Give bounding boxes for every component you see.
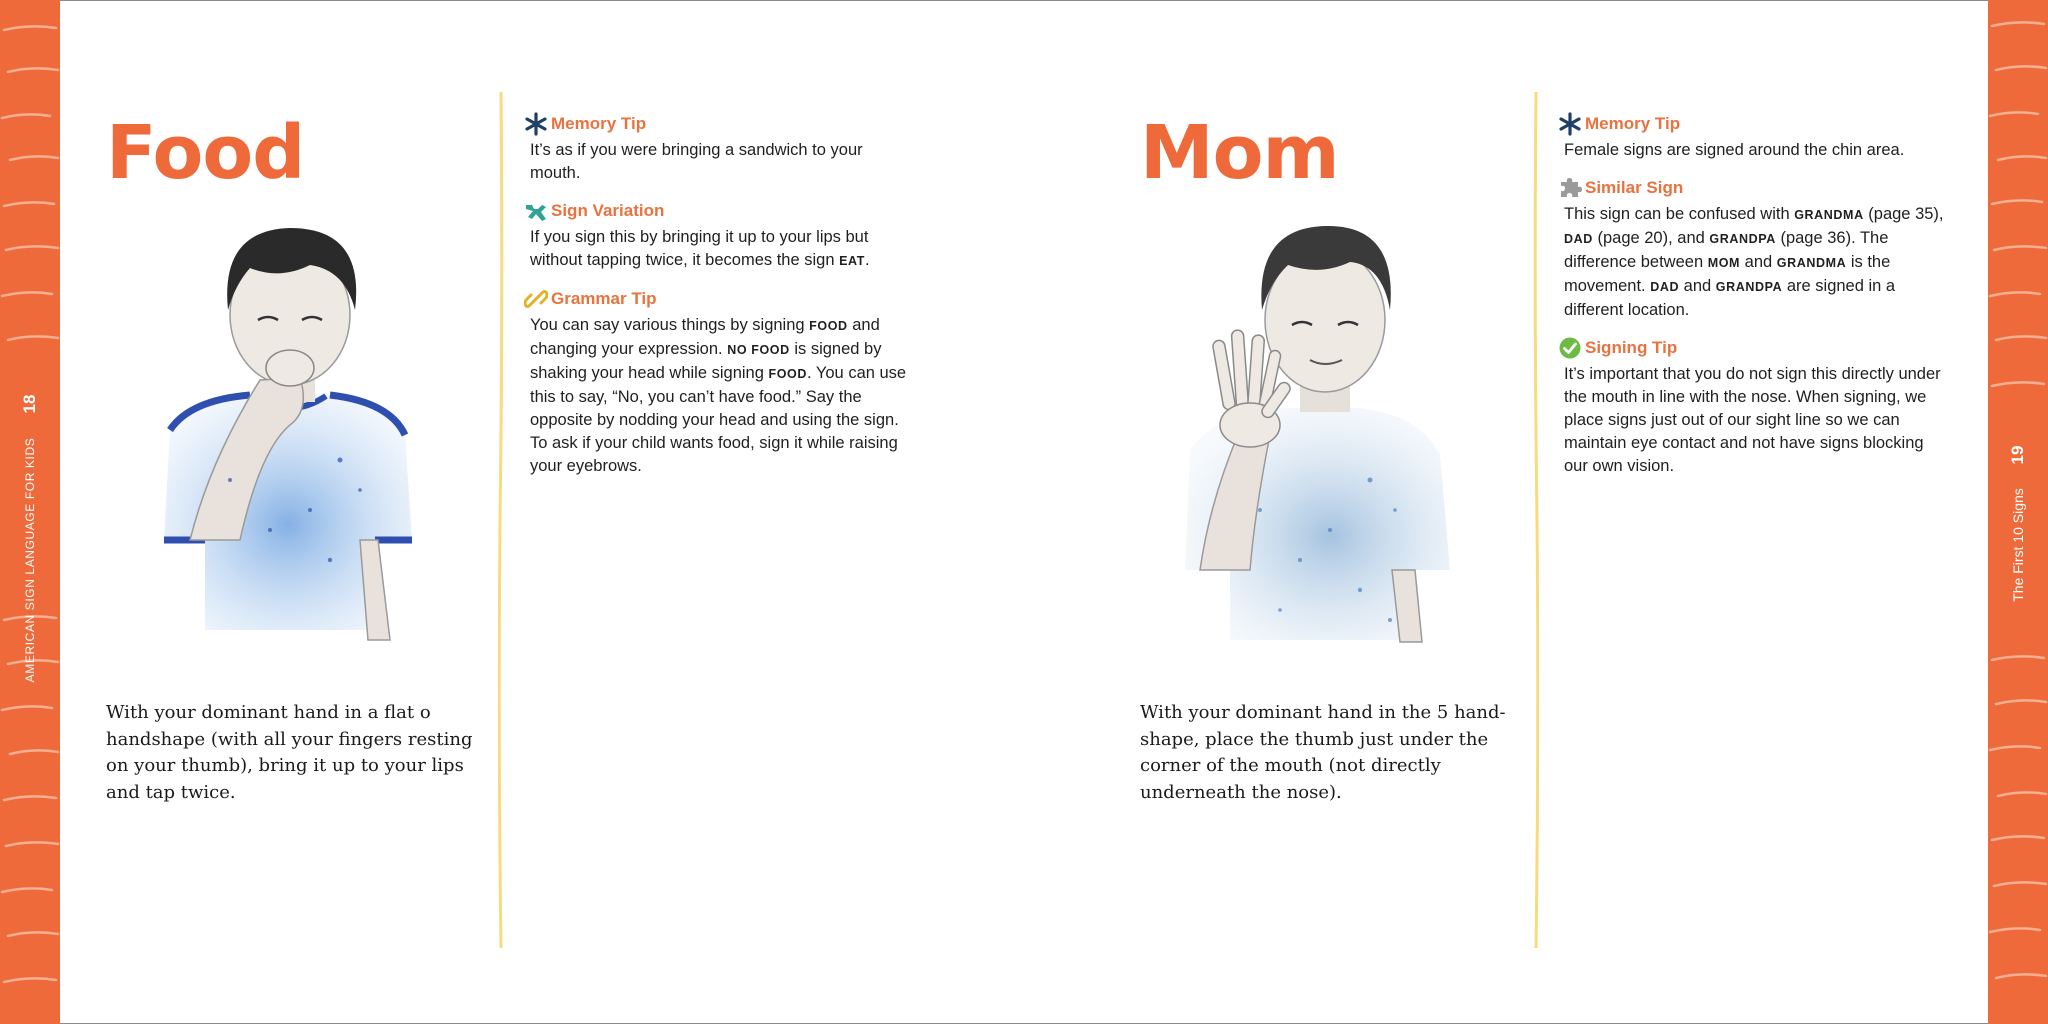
tip-body: It’s as if you were bringing a sandwich to your mouth. — [530, 141, 863, 182]
tip-similar-mom — [1558, 176, 1950, 322]
page-number-right: 19 — [2008, 445, 2027, 465]
tip-grammar-food — [524, 287, 908, 478]
crossed-hands-icon — [524, 199, 548, 223]
tip-body: You can say various things by signing FOOD and changing your expression. NO FOOD is signed by shaking your head while signing FOOD. You can use this to say, “No, you can’t have food.” Say the opposite by nodding your head and using the sign. To ask if your child wants food, sign it while raising your eyebrows. — [530, 316, 907, 475]
tip-body: This sign can be confused with GRANDMA (page 35), DAD (page 20), and GRANDPA (page 36). The difference between MOM and GRANDMA is the movement. DAD and GRANDPA are signed in a different location. — [1564, 205, 1944, 319]
running-head-right: The First 10 Signs — [2010, 488, 2026, 602]
asterisk-icon — [1558, 112, 1582, 136]
sign-title-mom: Mom — [1140, 110, 1339, 196]
tip-body: If you sign this by bringing it up to your lips but without tapping twice, it becomes the sign EAT. — [530, 228, 870, 269]
tip-memory-food — [524, 112, 908, 185]
chain-link-icon — [524, 287, 548, 311]
tip-body: Female signs are signed around the chin area. — [1564, 141, 1905, 159]
puzzle-piece-icon — [1558, 176, 1582, 200]
tip-header — [524, 199, 908, 223]
tip-title: Signing Tip — [1585, 338, 1678, 357]
tip-signing-mom — [1558, 336, 1950, 478]
tip-title: Memory Tip — [1585, 114, 1681, 133]
asterisk-icon — [524, 112, 548, 136]
instruction-food: With your dominant hand in a flat o handshape (with all your fingers resting on your thumb), bring it up to your lips and tap twice. — [106, 702, 473, 803]
tip-title: Memory Tip — [551, 114, 647, 133]
tip-title: Sign Variation — [551, 201, 665, 220]
tip-title: Similar Sign — [1585, 178, 1684, 197]
page-number-left: 18 — [20, 394, 39, 414]
check-circle-icon — [1558, 336, 1582, 360]
tip-variation-food — [524, 199, 908, 273]
tip-body: It’s important that you do not sign this directly under the mouth in line with the nose. When signing, we place signs just out of our sight line so we can maintain eye contact and not have signs blocking our own vision. — [1564, 365, 1941, 475]
divider-left-page — [498, 92, 504, 948]
tip-header — [524, 287, 908, 311]
sign-title-food: Food — [106, 110, 305, 196]
tip-memory-mom — [1558, 112, 1950, 162]
child-signing-mom-illustration — [1160, 210, 1460, 650]
tips-column-food — [524, 112, 908, 492]
right-side-band — [1988, 0, 2048, 1024]
tip-header — [1558, 176, 1950, 200]
tip-header — [1558, 112, 1950, 136]
tip-header — [524, 112, 908, 136]
tip-header — [1558, 336, 1950, 360]
divider-right-page — [1533, 92, 1539, 948]
tip-title: Grammar Tip — [551, 289, 657, 308]
left-side-band — [0, 0, 60, 1024]
running-head-left: AMERICAN SIGN LANGUAGE FOR KIDS — [23, 437, 37, 683]
tips-column-mom — [1558, 112, 1950, 492]
instruction-mom: With your dominant hand in the 5 hand-shape, place the thumb just under the corner of the mouth (not directly underneath the nose). — [1140, 702, 1506, 803]
child-signing-food-illustration — [150, 210, 430, 650]
